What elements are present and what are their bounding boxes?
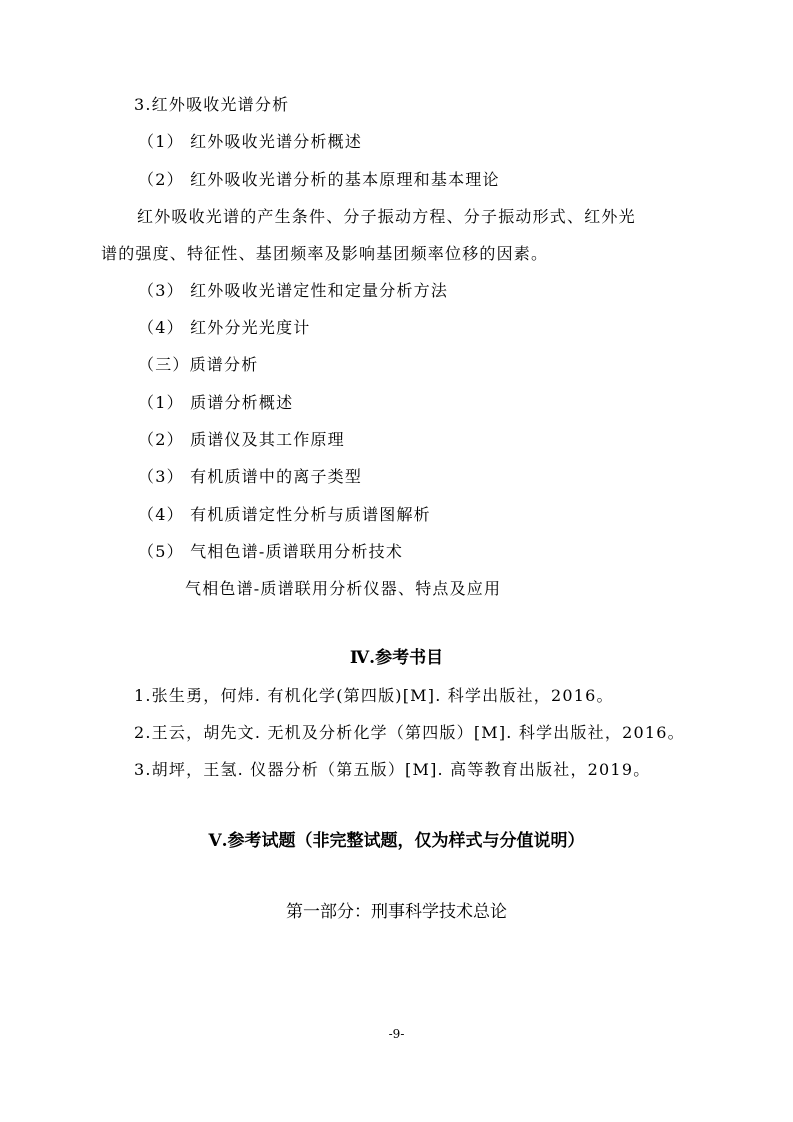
reference-item: 1.张生勇，何炜. 有机化学(第四版)[M]. 科学出版社，2016。 <box>134 686 614 705</box>
outline-item: （1） 质谱分析概述 <box>138 393 294 412</box>
exam-part-title: 第一部分：刑事科学技术总论 <box>286 902 507 922</box>
page-number: -9- <box>388 1027 405 1041</box>
sample-exam-heading: Ⅴ.参考试题（非完整试题，仅为样式与分值说明） <box>208 831 585 851</box>
outline-item: （5） 气相色谱-质谱联用分析技术 <box>138 542 404 561</box>
outline-item: （4） 红外分光光度计 <box>138 318 311 337</box>
outline-item: （4） 有机质谱定性分析与质谱图解析 <box>138 505 431 524</box>
paragraph-line: 红外吸收光谱的产生条件、分子振动方程、分子振动形式、红外光 <box>137 207 636 226</box>
outline-item: （3） 有机质谱中的离子类型 <box>138 467 363 486</box>
section-title-mass-spectrometry: （三）质谱分析 <box>138 355 259 374</box>
outline-item: （2） 红外吸收光谱分析的基本原理和基本理论 <box>138 170 500 189</box>
outline-item: （2） 质谱仪及其工作原理 <box>138 430 345 449</box>
section-title-infrared: 3.红外吸收光谱分析 <box>134 95 290 114</box>
paragraph-line: 气相色谱-质谱联用分析仪器、特点及应用 <box>185 579 502 598</box>
reference-item: 3.胡坪，王氢. 仪器分析（第五版）[M]. 高等教育出版社，2019。 <box>134 760 651 779</box>
references-heading: Ⅳ.参考书目 <box>349 648 444 668</box>
reference-item: 2.王云，胡先文. 无机及分析化学（第四版）[M]. 科学出版社，2016。 <box>134 723 685 742</box>
paragraph-line: 谱的强度、特征性、基团频率及影响基团频率位移的因素。 <box>101 244 549 263</box>
outline-item: （3） 红外吸收光谱定性和定量分析方法 <box>138 281 449 300</box>
outline-item: （1） 红外吸收光谱分析概述 <box>138 132 363 151</box>
